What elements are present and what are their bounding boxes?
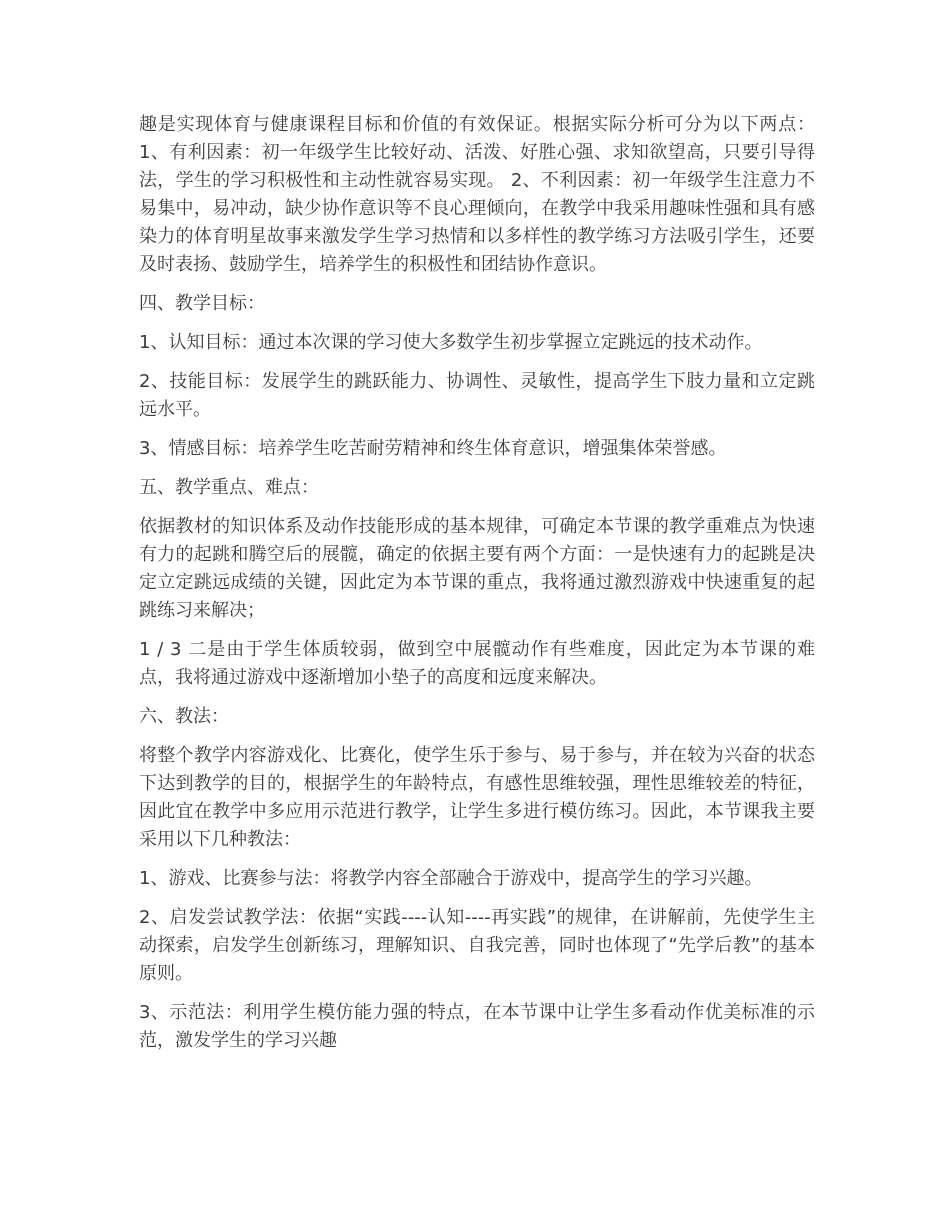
key-points-paragraph: 依据教材的知识体系及动作技能形成的基本规律，可确定本节课的教学重难点为快速有力的起跳和腾空后的展髋，确定的依据主要有两个方面：一是快速有力的起跳是决定立定跳远成绩的关键，因此定为本节课的重点，我将通过激烈游戏中快速重复的起跳练习来解决； [139,516,815,621]
methods-intro-paragraph: 将整个教学内容游戏化、比赛化，使学生乐于参与、易于参与，并在较为兴奋的状态下达到教学的目的，根据学生的年龄特点，有感性思维较强，理性思维较差的特征，因此宜在教学中多应用示范进行教学，让学生多进行模仿练习。因此，本节课我主要采用以下几种教法： [139,745,815,850]
goal-emotional: 3、情感目标：培养学生吃苦耐劳精神和终生体育意识，增强集体荣誉感。 [139,438,727,459]
goal-skill: 2、技能目标：发展学生的跳跃能力、协调性、灵敏性，提高学生下肢力量和立定跳远水平。 [139,371,815,420]
section-heading-key-points: 五、教学重点、难点： [139,477,319,498]
method-game: 1、游戏、比赛参与法：将教学内容全部融合于游戏中，提高学生的学习兴趣。 [139,868,763,889]
method-inspire: 2、启发尝试教学法：依据“实践----认知----再实践”的规律，在讲解前，先使学生主动探索，启发学生创新练习，理解知识、自我完善，同时也体现了“先学后教”的基本原则。 [139,907,815,984]
difficulty-paragraph: 1 / 3 二是由于学生体质较弱，做到空中展髋动作有些难度，因此定为本节课的难点，我将通过游戏中逐渐增加小垫子的高度和远度来解决。 [139,639,815,688]
document-body [139,111,815,1066]
method-demonstration: 3、示范法：利用学生模仿能力强的特点，在本节课中让学生多看动作优美标准的示范，激发学生的学习兴趣 [139,1002,815,1051]
section-heading-teaching-goals: 四、教学目标： [139,293,265,314]
intro-paragraph: 趣是实现体育与健康课程目标和价值的有效保证。根据实际分析可分为以下两点：1、有利因素：初一年级学生比较好动、活泼、好胜心强、求知欲望高，只要引导得法，学生的学习积极性和主动性就容易实现。 2、不利因素：初一年级学生注意力不易集中，易冲动，缺少协作意识等不良心理倾向，在教学中我采用趣味性强和具有感染力的体育明星故事来激发学生学习热情和以多样性的教学练习方法吸引学生，还要及时表扬、鼓励学生，培养学生的积极性和团结协作意识。 [139,114,815,275]
goal-cognitive: 1、认知目标：通过本次课的学习使大多数学生初步掌握立定跳远的技术动作。 [139,332,763,353]
section-heading-methods: 六、教法： [139,706,229,727]
